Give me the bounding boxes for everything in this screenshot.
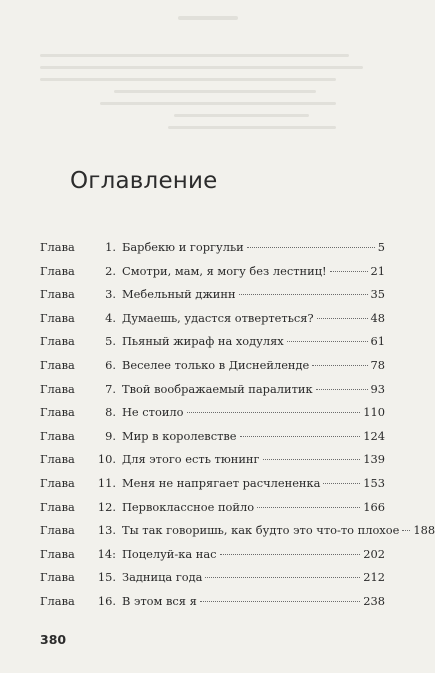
toc-chapter-number: 2. <box>105 263 116 278</box>
toc-entry <box>40 570 385 594</box>
toc-entry <box>40 287 385 311</box>
toc-dot-leader <box>205 577 360 578</box>
toc-chapter-prefix: Глава <box>40 357 75 372</box>
toc-chapter-prefix: Глава <box>40 499 75 514</box>
toc-entry <box>40 547 385 571</box>
toc-page-number: 139 <box>363 452 385 467</box>
toc-page-number: 166 <box>363 499 385 514</box>
toc-chapter-prefix: Глава <box>40 381 75 396</box>
toc-chapter-title: Не стоило <box>122 405 184 420</box>
toc-chapter-number: 8. <box>105 405 116 420</box>
toc-chapter-title: Первоклассное пойло <box>122 499 255 514</box>
toc-dot-leader <box>402 530 410 531</box>
toc-page-number: 35 <box>370 287 385 302</box>
toc-dot-leader <box>200 601 360 602</box>
toc-entry <box>40 476 385 500</box>
toc-entry <box>40 452 385 476</box>
toc-chapter-title: Смотри, мам, я могу без лестниц! <box>122 263 327 278</box>
toc-chapter-title: Веселее только в Диснейленде <box>122 357 310 372</box>
toc-chapter-prefix: Глава <box>40 405 75 420</box>
toc-entry <box>40 264 385 288</box>
toc-page-number: 93 <box>370 381 385 396</box>
toc-chapter-number: 9. <box>105 428 116 443</box>
toc-chapter-prefix: Глава <box>40 287 75 302</box>
toc-chapter-prefix: Глава <box>40 240 75 254</box>
toc-chapter-prefix: Глава <box>40 593 75 608</box>
toc-page-number: 238 <box>363 593 385 608</box>
toc-dot-leader <box>317 318 368 319</box>
toc-chapter-prefix: Глава <box>40 570 75 585</box>
toc-dot-leader <box>239 294 368 295</box>
toc-chapter-number: 13. <box>97 523 116 538</box>
toc-page-number: 78 <box>370 357 385 372</box>
toc-chapter-title: В этом вся я <box>122 593 197 608</box>
toc-chapter-title: Мир в королевстве <box>122 428 237 443</box>
toc-page-number: 48 <box>370 310 385 325</box>
toc-chapter-number: 3. <box>105 287 116 302</box>
toc-chapter-number: 1. <box>105 240 116 254</box>
toc-chapter-number: 12. <box>97 499 116 514</box>
toc-page-number: 212 <box>363 570 385 585</box>
toc-dot-leader <box>263 459 361 460</box>
toc-chapter-prefix: Глава <box>40 263 75 278</box>
toc-chapter-number: 15. <box>97 570 116 585</box>
toc-entry <box>40 523 435 547</box>
toc-dot-leader <box>323 483 360 484</box>
toc-chapter-number: 10. <box>97 452 116 467</box>
toc-entry <box>40 334 385 358</box>
toc-entry <box>40 240 385 264</box>
toc-chapter-number: 16. <box>97 593 116 608</box>
toc-page-number: 124 <box>363 428 385 443</box>
toc-chapter-title: Для этого есть тюнинг <box>122 452 260 467</box>
toc-chapter-title: Мебельный джинн <box>122 287 236 302</box>
toc-chapter-prefix: Глава <box>40 334 75 349</box>
toc-chapter-number: 6. <box>105 357 116 372</box>
toc-chapter-title: Меня не напрягает расчлененка <box>122 475 321 490</box>
toc-page-number: 21 <box>370 263 385 278</box>
toc-dot-leader <box>312 365 367 366</box>
toc-dot-leader <box>240 436 361 437</box>
toc-chapter-title: Поцелуй-ка нас <box>122 546 217 561</box>
toc-dot-leader <box>220 554 361 555</box>
toc-dot-leader <box>287 341 368 342</box>
toc-dot-leader <box>316 389 368 390</box>
table-of-contents <box>40 240 435 618</box>
bleed-through-text <box>40 10 376 138</box>
toc-chapter-title: Твой воображаемый паралитик <box>122 381 313 396</box>
toc-page-number: 188 <box>413 523 435 538</box>
toc-entry <box>40 429 385 453</box>
toc-chapter-prefix: Глава <box>40 475 75 490</box>
toc-chapter-prefix: Глава <box>40 452 75 467</box>
toc-page-number: 110 <box>363 405 385 420</box>
toc-chapter-title: Пьяный жираф на ходулях <box>122 334 284 349</box>
toc-chapter-title: Ты так говоришь, как будто это что-то плохое <box>122 523 400 538</box>
toc-page-number: 153 <box>363 475 385 490</box>
toc-entry <box>40 405 385 429</box>
toc-chapter-prefix: Глава <box>40 428 75 443</box>
page-number: 380 <box>40 632 67 647</box>
toc-chapter-number: 14: <box>97 546 116 561</box>
toc-entry <box>40 311 385 335</box>
toc-entry <box>40 500 385 524</box>
toc-dot-leader <box>257 507 360 508</box>
toc-entry <box>40 594 385 618</box>
toc-dot-leader <box>247 247 375 248</box>
toc-chapter-prefix: Глава <box>40 310 75 325</box>
toc-chapter-title: Барбекю и горгульи <box>122 240 244 254</box>
page-title: Оглавление <box>70 168 218 194</box>
toc-page-number: 202 <box>363 546 385 561</box>
toc-chapter-number: 4. <box>105 310 116 325</box>
toc-chapter-title: Задница года <box>122 570 203 585</box>
toc-chapter-prefix: Глава <box>40 523 75 538</box>
toc-chapter-prefix: Глава <box>40 546 75 561</box>
toc-chapter-number: 7. <box>105 381 116 396</box>
toc-page-number: 5 <box>377 240 385 254</box>
toc-entry <box>40 382 385 406</box>
toc-chapter-number: 11. <box>97 475 116 490</box>
toc-dot-leader <box>330 271 368 272</box>
toc-dot-leader <box>187 412 361 413</box>
toc-chapter-number: 5. <box>105 334 116 349</box>
toc-page-number: 61 <box>370 334 385 349</box>
toc-entry <box>40 358 385 382</box>
toc-chapter-title: Думаешь, удастся отвертеться? <box>122 310 314 325</box>
